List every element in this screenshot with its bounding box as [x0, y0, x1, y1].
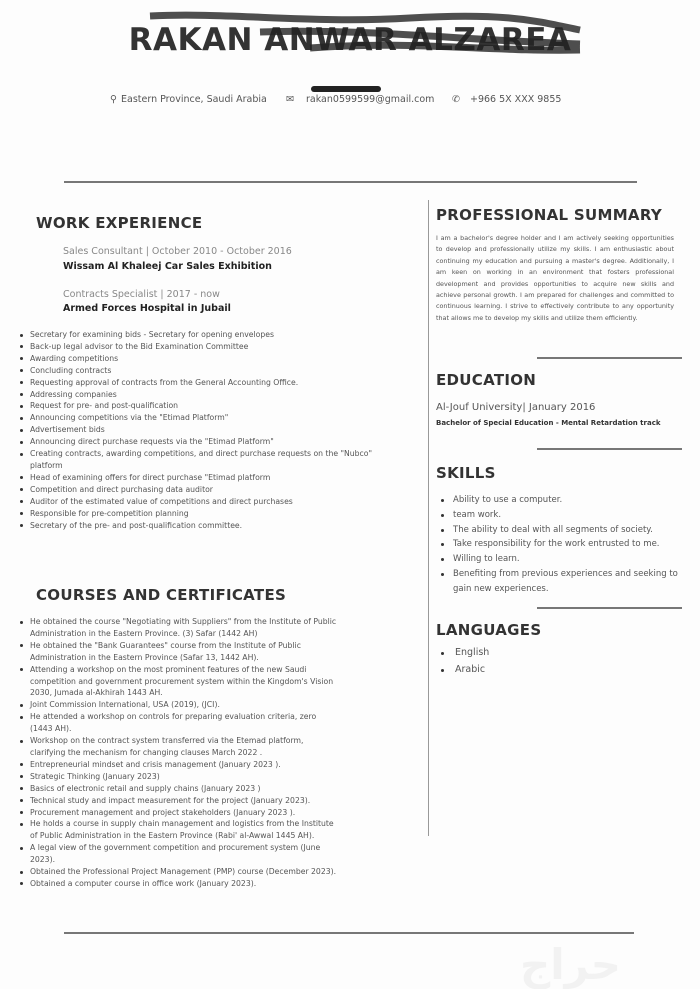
- list-item: Secretary for examining bids - Secretary for opening envelopes: [19, 329, 399, 341]
- duties-list: [19, 329, 399, 531]
- list-item: Technical study and impact measurement for the project (January 2023).: [19, 795, 339, 807]
- footer-divider: [64, 932, 634, 934]
- list-item: Workshop on the contract system transferred via the Etemad platform, clarifying the mechanism for changing clauses March 2022 .: [19, 735, 339, 759]
- list-item: Request for pre- and post-qualification: [19, 400, 399, 412]
- job-employer: Wissam Al Khaleej Car Sales Exhibition: [63, 261, 272, 272]
- list-item: Creating contracts, awarding competitions, and direct purchase requests on the "Nubco" platform: [19, 448, 399, 472]
- list-item: Auditor of the estimated value of competitions and direct purchases: [19, 496, 399, 508]
- list-item: Responsible for pre-competition planning: [19, 508, 399, 520]
- email-redaction: [311, 86, 381, 92]
- list-item: Joint Commission International, USA (2019), (JCI).: [19, 699, 339, 711]
- courses-heading: COURSES AND CERTIFICATES: [36, 586, 287, 604]
- list-item: English: [440, 645, 489, 662]
- list-item: Procurement management and project stakeholders (January 2023 ).: [19, 807, 339, 819]
- summary-heading: PROFESSIONAL SUMMARY: [436, 206, 663, 224]
- location-text: Eastern Province, Saudi Arabia: [121, 94, 267, 105]
- list-item: Ability to use a computer.: [440, 493, 680, 508]
- list-item: He obtained the course "Negotiating with Suppliers" from the Institute of Public Administration in the Eastern Province. (3) Safar (1442 AH): [19, 616, 339, 640]
- list-item: team work.: [440, 508, 680, 523]
- list-item: Attending a workshop on the most prominent features of the new Saudi competition and government procurement system within the Kingdom's Vision 2030, Jumada al-Akhirah 1443 AH.: [19, 664, 339, 700]
- summary-text: I am a bachelor's degree holder and I am actively seeking opportunities to develop and professionally utilize my skills. I am enthusiastic about continuing my education and pursuing a master's degree. Additionally, I am keen on working in an environment that fosters professional development and provides opportunities to acquire new skills and achieve personal growth. I am prepared for challenges and committed to continuous learning. I strive to effectively contribute to any opportunity that allows me to develop my skills and utilize them efficiently.: [436, 234, 674, 322]
- list-item: He obtained the "Bank Guarantees" course from the Institute of Public Administration in the Eastern Province (Safar 13, 1442 AH).: [19, 640, 339, 664]
- list-item: Benefiting from previous experiences and seeking to gain new experiences.: [440, 567, 680, 597]
- phone-icon: ✆: [452, 94, 460, 105]
- education-school: Al-Jouf University| January 2016: [436, 402, 596, 413]
- column-divider: [428, 200, 429, 836]
- section-divider: [537, 607, 682, 609]
- phone-text: +966 5X XXX 9855: [470, 94, 562, 105]
- list-item: A legal view of the government competition and procurement system (June 2023).: [19, 842, 339, 866]
- list-item: Requesting approval of contracts from the General Accounting Office.: [19, 377, 399, 389]
- section-divider: [537, 357, 682, 359]
- haraj-watermark: حراج: [520, 940, 622, 989]
- list-item: Obtained a computer course in office work (January 2023).: [19, 878, 339, 890]
- skills-heading: SKILLS: [436, 464, 496, 482]
- list-item: Strategic Thinking (January 2023): [19, 771, 339, 783]
- section-divider: [537, 448, 682, 450]
- email-text[interactable]: rakan0599599@gmail.com: [306, 94, 435, 105]
- list-item: Announcing competitions via the "Etimad Platform": [19, 412, 399, 424]
- list-item: Entrepreneurial mindset and crisis management (January 2023 ).: [19, 759, 339, 771]
- list-item: Awarding competitions: [19, 353, 399, 365]
- redaction-scribble: [110, 10, 590, 60]
- skills-list: [440, 493, 680, 597]
- list-item: Obtained the Professional Project Management (PMP) course (December 2023).: [19, 866, 339, 878]
- list-item: Concluding contracts: [19, 365, 399, 377]
- list-item: Arabic: [440, 662, 489, 679]
- languages-heading: LANGUAGES: [436, 621, 542, 639]
- education-degree: Bachelor of Special Education - Mental Retardation track: [436, 419, 661, 427]
- list-item: He holds a course in supply chain management and logistics from the Institute of Public Administration in the Eastern Province (Rabi' al-Awwal 1445 AH).: [19, 818, 339, 842]
- list-item: Competition and direct purchasing data auditor: [19, 484, 399, 496]
- courses-list: [19, 616, 339, 890]
- candidate-name: RAKAN ANWAR ALZAREA: [128, 22, 572, 58]
- list-item: He attended a workshop on controls for preparing evaluation criteria, zero (1443 AH).: [19, 711, 339, 735]
- location-icon: ⚲: [110, 94, 117, 105]
- list-item: Advertisement bids: [19, 424, 399, 436]
- languages-list: [440, 645, 489, 678]
- job-employer: Armed Forces Hospital in Jubail: [63, 303, 231, 314]
- header-divider: [64, 181, 637, 183]
- list-item: Take responsibility for the work entrusted to me.: [440, 537, 680, 552]
- email-icon: ✉: [286, 94, 294, 105]
- list-item: Addressing companies: [19, 389, 399, 401]
- list-item: The ability to deal with all segments of society.: [440, 523, 680, 538]
- list-item: Basics of electronic retail and supply chains (January 2023 ): [19, 783, 339, 795]
- education-heading: EDUCATION: [436, 371, 537, 389]
- list-item: Willing to learn.: [440, 552, 680, 567]
- list-item: Announcing direct purchase requests via the "Etimad Platform": [19, 436, 399, 448]
- job-title: Sales Consultant | October 2010 - October 2016: [63, 246, 292, 257]
- list-item: Head of examining offers for direct purchase "Etimad platform: [19, 472, 399, 484]
- list-item: Back-up legal advisor to the Bid Examination Committee: [19, 341, 399, 353]
- list-item: Secretary of the pre- and post-qualification committee.: [19, 520, 399, 532]
- work-heading: WORK EXPERIENCE: [36, 214, 203, 232]
- job-title: Contracts Specialist | 2017 - now: [63, 289, 220, 300]
